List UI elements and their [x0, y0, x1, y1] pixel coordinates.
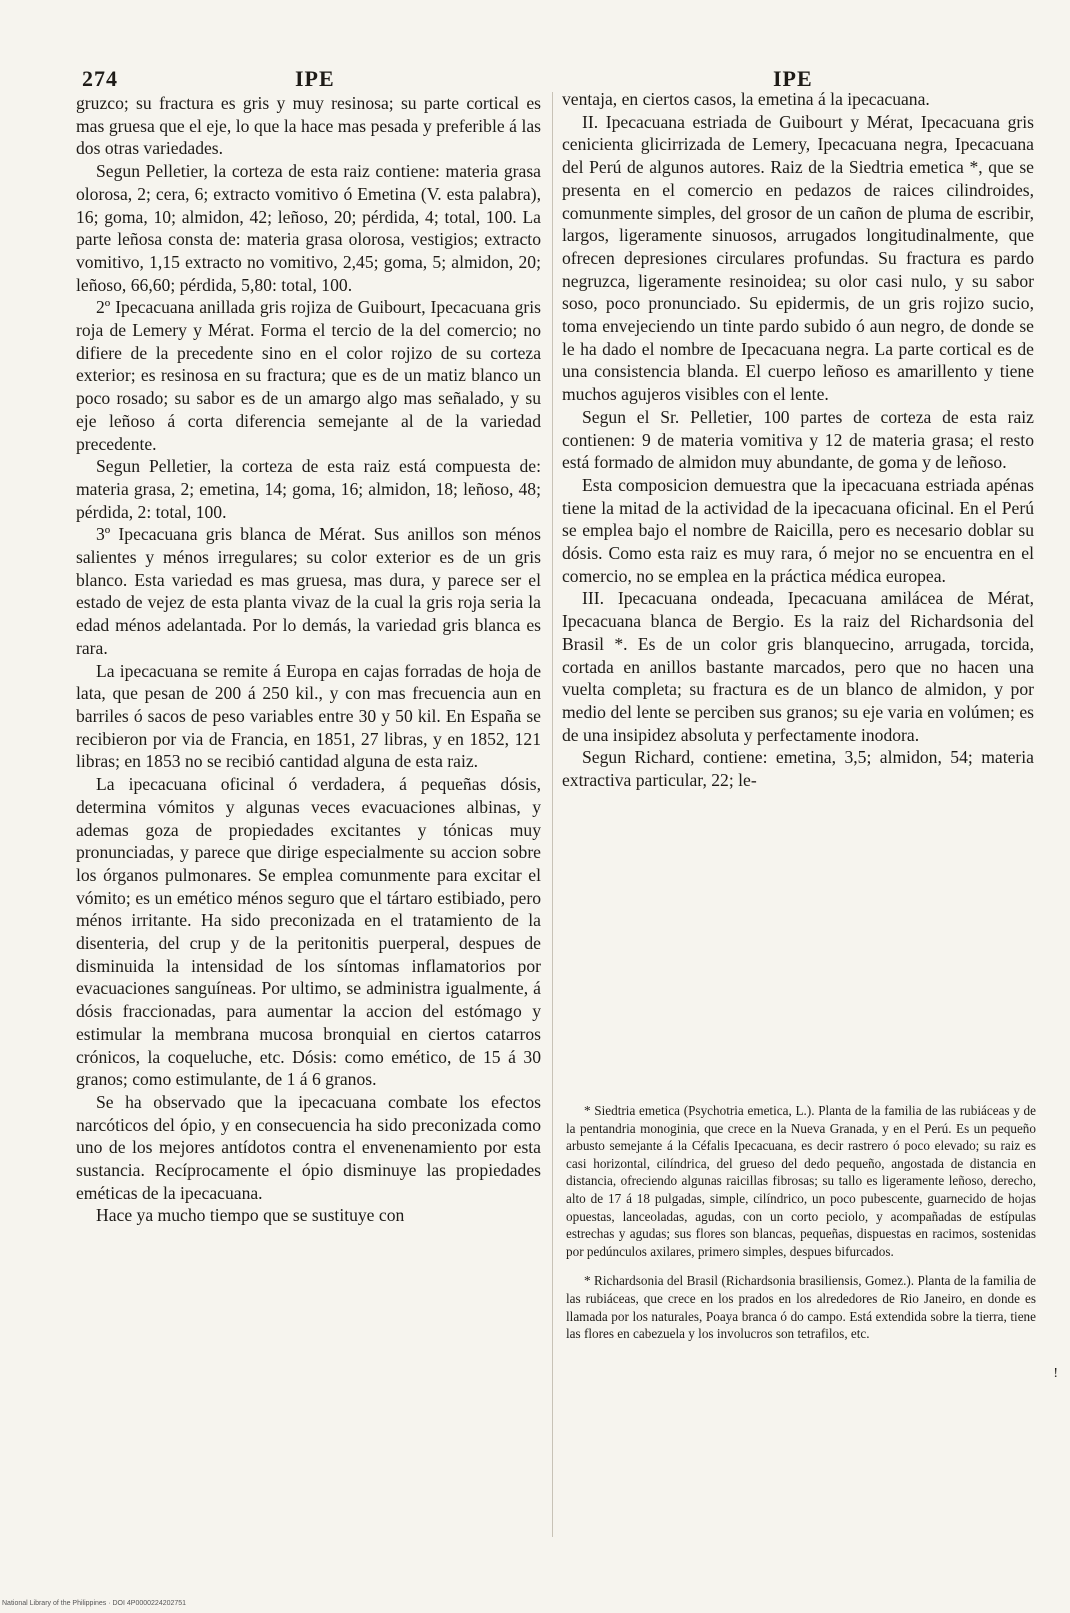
paragraph: Segun el Sr. Pelletier, 100 partes de corteza de esta raiz contienen: 9 de materia vomitiva y 12 de materia grasa; el resto está formado de almidon muy abundante, de goma y de leñoso. [562, 406, 1034, 473]
right-column [562, 88, 1034, 792]
paragraph: Segun Pelletier, la corteza de esta raiz está compuesta de: materia grasa, 2; emetina, 14; goma, 16; almidon, 18; leñoso, 48; pérdida, 2: total, 100. [76, 456, 541, 522]
paragraph: Hace ya mucho tiempo que se sustituye con [96, 1205, 405, 1226]
paragraph: Segun Richard, contiene: emetina, 3,5; almidon, 54; materia extractiva particular, 22; le- [562, 747, 1034, 791]
paragraph: 3º Ipecacuana gris blanca de Mérat. Sus anillos son ménos salientes y ménos irregulares; su color exterior es de un gris blanco. Esta variedad es mas gruesa, mas dura, y parece ser el estado de vejez de esta planta vivaz de la cual la gris roja seria la edad ménos adelantada. Por lo demás, la variedad gris blanca es rara. [76, 524, 541, 658]
left-column [76, 92, 541, 1227]
column-divider [552, 92, 553, 1537]
margin-mark: ! [1053, 1366, 1058, 1381]
footnote: * Richardsonia del Brasil (Richardsonia brasiliensis, Gomez.). Planta de la familia de las rubiáceas, que crece en los prados en los alrededores de Rio Janeiro, en donde es llamada por los naturales, Poaya branca ó do campo. Está extendida sobre la tierra, tiene las flores en cabezuela y los involucros son tetrafilos, etc. [566, 1273, 1036, 1342]
paragraph: La ipecacuana se remite á Europa en cajas forradas de hoja de lata, que pesan de 200 á 250 kil., y con mas frecuencia aun en barriles ó sacos de peso variables entre 30 y 50 kil. En España se recibieron por via de Francia, en 1851, 27 libras, y en 1852, 121 libras; en 1853 no se recibió cantidad alguna de esta raiz. [76, 660, 541, 772]
running-title-right: IPE [773, 66, 813, 91]
paragraph: Esta composicion demuestra que la ipecacuana estriada apénas tiene la mitad de la actividad de la ipecacuana oficinal. En el Perú se emplea bajo el nombre de Raicilla, pero es necesario doblar su dósis. Como esta raiz es muy rara, ó mejor no se encuentra en el comercio, no se emplea en la práctica médica europea. [562, 474, 1034, 586]
page-number: 274 [82, 66, 118, 91]
running-title-left: IPE [295, 66, 335, 91]
scan-credit: National Library of the Philippines · DOI 4P0000224202751 [2, 1600, 187, 1607]
paragraph: II. Ipecacuana estriada de Guibourt y Mérat, Ipecacuana gris cenicienta glicirrizada de Lemery, Ipecacuana negra, Ipecacuana del Perú de algunos autores. Raiz de la Siedtria emetica *, que se presenta en el comercio en pedazos de raices cilindroides, comunmente simples, del grosor de un cañon de pluma de escribir, largos, ligeramente sinuosos, arrugados longitudinalmente, que ofrecen depresiones circulares profundas. Su fractura es pardo negruzca, ligeramente resinoidea; su olor casi nulo, y su sabor soso, poco pronunciado. Su epidermis, de un gris rojizo sucio, toma envejeciendo un tinte pardo subido ó aun negro, de donde se le ha dado el nombre de Ipecacuana negra. La parte cortical es de una consistencia blanda. El cuerpo leñoso es amarillento y tiene muchos agujeros visibles con el lente. [562, 111, 1034, 405]
footnote: * Siedtria emetica (Psychotria emetica, L.). Planta de la familia de las rubiáceas y de la pentandria monoginia, que crece en la Nueva Granada, y en el Perú. Es un pequeño arbusto semejante á la Céfalis Ipecacuana, es decir rastrero ó poco elevado; su raiz es casi horizontal, cilíndrica, del grueso del dedo pequeño, angostada de distancia en distancia, ofreciendo algunas raicillas fibrosas; su tallo es ligeramente leñoso, derecho, alto de 17 á 18 pulgadas, simple, cilíndrico, un poco pubescente, guarnecido de hojas opuestas, lanceoladas, agudas, con un corto peciolo, y acompañadas de estípulas estrechas y agudas; sus flores son blancas, pequeñas, dispuestas en racimos, sostenidas por pedúnculos axilares, primero simples, despues bifurcados. [566, 1103, 1036, 1259]
footnotes [566, 1102, 1036, 1355]
paragraph: Se ha observado que la ipecacuana combate los efectos narcóticos del ópio, y en consecuencia ha sido preconizada como uno de los mejores antídotos contra el envenenamiento por esta sustancia. Recíprocamente el ópio disminuye las propiedades eméticas de la ipecacuana. [76, 1091, 541, 1203]
paragraph: gruzco; su fractura es gris y muy resinosa; su parte cortical es mas gruesa que el eje, lo que la hace mas pesada y preferible á las dos otras variedades. [76, 93, 541, 159]
paragraph: La ipecacuana oficinal ó verdadera, á pequeñas dósis, determina vómitos y algunas veces evacuaciones albinas, y ademas goza de propiedades excitantes y tónicas muy pronunciadas, y parece que dirige especialmente su accion sobre los órganos pulmonares. Se emplea comunmente para excitar el vómito; es un emético ménos seguro que el tártaro estibiado, pero ménos irritante. Ha sido preconizada en el tratamiento de la disenteria, del crup y de la peritonitis puerperal, despues de disminuida la intensidad de los síntomas inflamatorios por evacuaciones sanguíneas. Por ultimo, se administra igualmente, á dósis fraccionadas, para aumentar la accion del estómago y estimular la membrana mucosa bronquial en ciertos catarros crónicos, la coqueluche, etc. Dósis: como emético, de 15 á 30 granos; como estimulante, de 1 á 6 granos. [76, 774, 541, 1090]
paragraph: Segun Pelletier, la corteza de esta raiz contiene: materia grasa olorosa, 2; cera, 6; extracto vomitivo ó Emetina (V. esta palabra), 16; goma, 10; almidon, 42; leñoso, 20; pérdida, 4; total, 100. La parte leñosa consta de: materia grasa olorosa, vestigios; extracto vomitivo, 1,15 extracto no vomitivo, 2,45; goma, 5; almidon, 20; leñoso, 66,60; pérdida, 5,80: total, 100. [76, 161, 541, 295]
paragraph: 2º Ipecacuana anillada gris rojiza de Guibourt, Ipecacuana gris roja de Lemery y Mérat. Forma el tercio de la del comercio; no difiere de la precedente sino en el color rojizo de su corteza exterior; es resinosa en su fractura; que es de un matiz blanco un poco rosado; su sabor es de un amargo algo mas señalado, y su eje leñoso á corta diferencia semejante al de la variedad precedente. [76, 297, 541, 454]
paragraph: III. Ipecacuana ondeada, Ipecacuana amilácea de Mérat, Ipecacuana blanca de Bergio. Es la raiz del Richardsonia del Brasil *. Es de un color gris blanquecino, arrugada, torcida, cortada en anillos bastante marcados, pero que no hacen una vuelta completa; su fractura es de un blanco de almidon, y por medio del lente se perciben sus granos; su eje varia en volúmen; es de una insipidez absoluta y perfectamente inodora. [562, 588, 1034, 745]
paragraph: ventaja, en ciertos casos, la emetina á la ipecacuana. [562, 89, 930, 109]
